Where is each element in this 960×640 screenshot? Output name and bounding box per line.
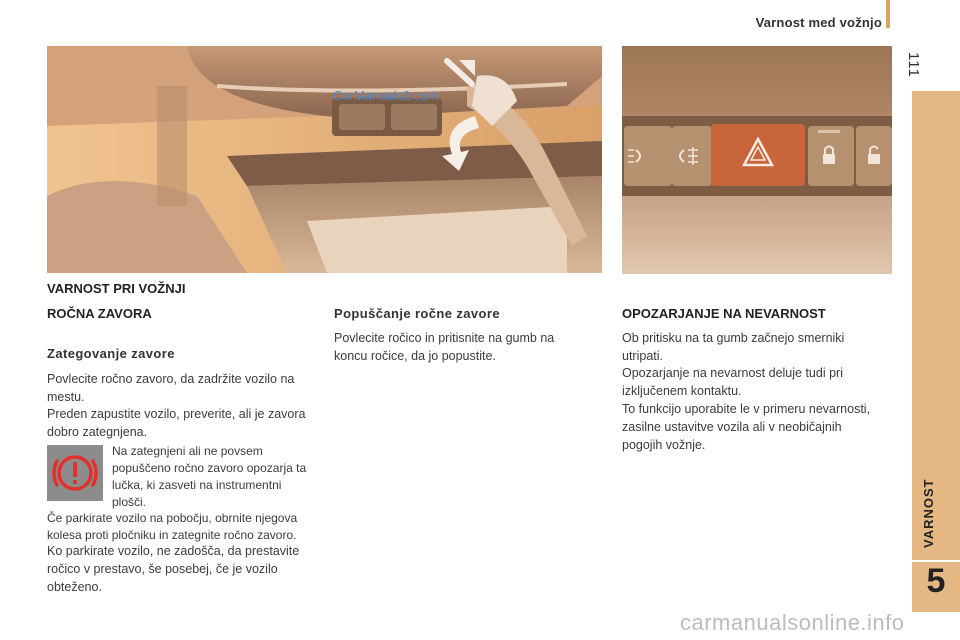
hazard-button-illustration: [622, 46, 892, 274]
handbrake-heading: ROČNA ZAVORA: [47, 306, 152, 321]
warning-lamp-text: Na zategnjeni ali ne povsem popuščeno ročno zavoro opozarja ta lučka, ki zasveti na instrumentni plošči.: [112, 444, 307, 509]
section-title: VARNOST PRI VOŽNJI: [47, 281, 186, 296]
hazard-heading: OPOZARJANJE NA NEVARNOST: [622, 306, 826, 321]
apply-brake-paragraph-2: Preden zapustite vozilo, preverite, ali je zavora dobro zategnjena.: [47, 407, 306, 439]
slope-parking-text: Če parkirate vozilo na pobočju, obrnite njegova kolesa proti pločniku in zategnite ročno zavoro.: [47, 511, 298, 542]
chapter-number: 5: [926, 562, 946, 600]
apply-brake-heading: Zategovanje zavore: [47, 346, 175, 361]
release-brake-heading: Popuščanje ročne zavore: [334, 306, 500, 321]
chapter-side-tab: [912, 91, 960, 561]
hazard-scene-svg: [622, 46, 892, 274]
header-accent-bar: [886, 0, 890, 28]
page-header-title: Varnost med vožnjo: [755, 15, 882, 30]
page-number: 111: [905, 52, 922, 78]
hazard-paragraph-2: Opozarjanje na nevarnost deluje tudi pri izključenem kontaktu.: [622, 366, 843, 398]
apply-brake-paragraph-1: Povlecite ročno zavoro, da zadržite vozilo na mestu.: [47, 372, 295, 404]
handbrake-illustration: [47, 46, 602, 273]
release-brake-paragraph: Povlecite ročico in pritisnite na gumb na koncu ročice, da jo popustite.: [334, 331, 555, 363]
watermark-carmanuals: CarManuals2.com: [333, 88, 439, 103]
chapter-tab-label: VARNOST: [921, 478, 936, 548]
gear-parking-text: Ko parkirate vozilo, ne zadošča, da prestavite ročico v prestavo, še posebej, če je vozilo obteženo.: [47, 544, 300, 594]
handbrake-scene-svg: [47, 46, 602, 273]
hazard-paragraph-3: To funkcijo uporabite le v primeru nevarnosti, zasilne ustavitve vozila ali v neobičajnih pogojih vožnje.: [622, 402, 871, 452]
handbrake-warning-icon: [47, 445, 103, 501]
watermark-carmanualsonline: carmanualsonline.info: [680, 610, 905, 635]
hazard-paragraph-1: Ob pritisku na ta gumb začnejo smerniki utripati.: [622, 331, 845, 363]
